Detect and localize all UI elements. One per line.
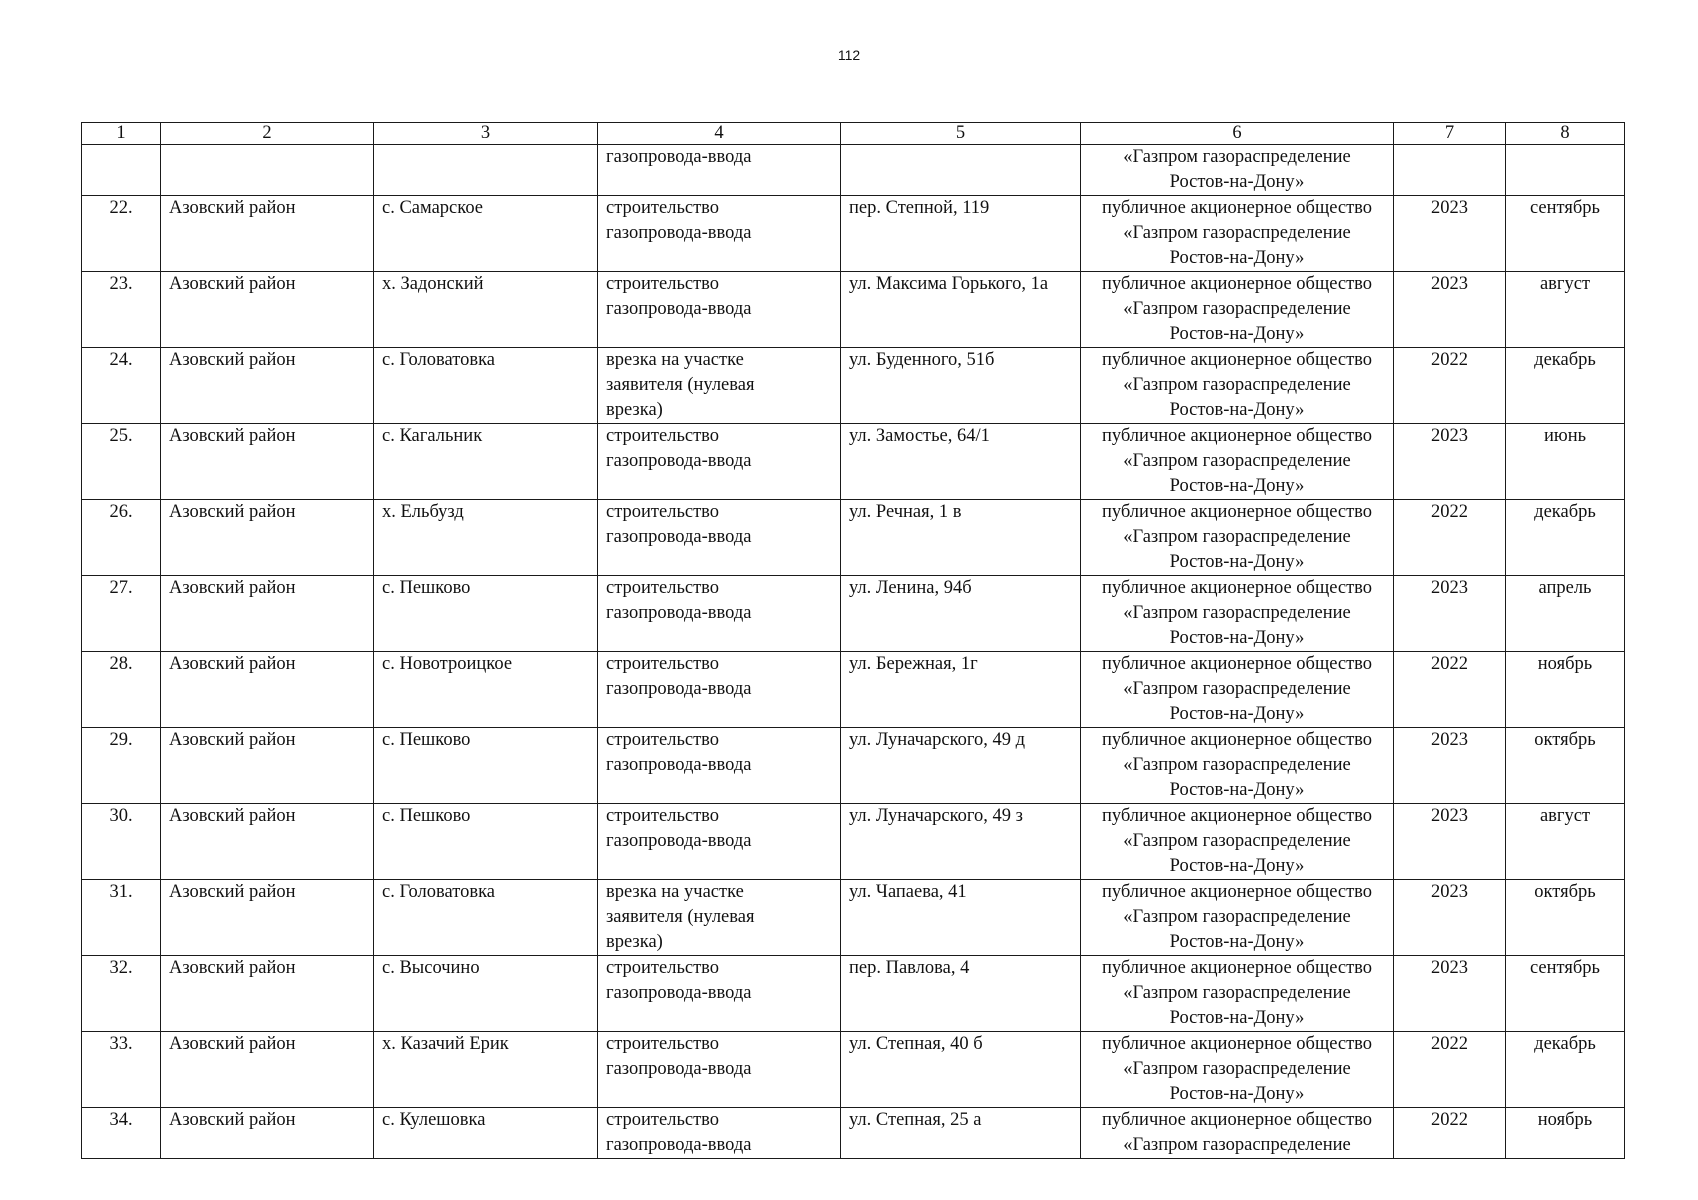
cell-org-line: «Газпром газораспределение [1123, 603, 1351, 623]
cell-org-line: Ростов-на-Дону» [1169, 476, 1305, 496]
cell-number: 29. [82, 728, 161, 804]
cell-org-line: «Газпром газораспределение [1123, 1059, 1351, 1079]
cell-address: пер. Павлова, 4 [841, 956, 1081, 1032]
cell-address [841, 145, 1081, 196]
cell-month: август [1506, 804, 1625, 880]
header-col-1: 1 [82, 123, 161, 145]
cell-work-line: газопровода-ввода [606, 147, 752, 167]
cell-locality: с. Кулешовка [374, 1108, 598, 1159]
cell-org-line: публичное акционерное общество [1101, 274, 1373, 294]
table-row [82, 1108, 1625, 1159]
cell-org-line: Ростов-на-Дону» [1169, 628, 1305, 648]
cell-number: 24. [82, 348, 161, 424]
cell-work-line: врезка) [606, 932, 663, 952]
cell-district: Азовский район [161, 348, 374, 424]
cell-work-line: газопровода-ввода [606, 299, 752, 319]
cell-number: 30. [82, 804, 161, 880]
cell-work-line: врезка на участке [606, 882, 744, 902]
cell-work [598, 500, 841, 576]
cell-work-line: строительство [606, 578, 720, 598]
cell-org-line: «Газпром газораспределение [1123, 1135, 1351, 1155]
cell-work-line: строительство [606, 730, 720, 750]
cell-work-line: заявителя (нулевая [606, 375, 755, 395]
cell-month: сентябрь [1506, 196, 1625, 272]
cell-district: Азовский район [161, 880, 374, 956]
cell-work [598, 576, 841, 652]
cell-organization [1081, 145, 1394, 196]
cell-month: сентябрь [1506, 956, 1625, 1032]
cell-org-line: «Газпром газораспределение [1123, 907, 1351, 927]
cell-number: 22. [82, 196, 161, 272]
cell-work [598, 348, 841, 424]
cell-address: ул. Степная, 40 б [841, 1032, 1081, 1108]
cell-address: ул. Буденного, 51б [841, 348, 1081, 424]
table-row [82, 576, 1625, 652]
cell-work-line: газопровода-ввода [606, 451, 752, 471]
cell-address: ул. Замостье, 64/1 [841, 424, 1081, 500]
cell-locality: с. Пешково [374, 576, 598, 652]
cell-work-line: строительство [606, 1110, 720, 1130]
cell-address: ул. Ленина, 94б [841, 576, 1081, 652]
continuation-row [82, 145, 1625, 196]
cell-address: ул. Степная, 25 а [841, 1108, 1081, 1159]
cell-organization [1081, 880, 1394, 956]
cell-number: 27. [82, 576, 161, 652]
cell-address: ул. Луначарского, 49 з [841, 804, 1081, 880]
header-col-7: 7 [1394, 123, 1506, 145]
cell-organization [1081, 1032, 1394, 1108]
cell-year: 2023 [1394, 272, 1506, 348]
cell-month: декабрь [1506, 1032, 1625, 1108]
cell-district: Азовский район [161, 576, 374, 652]
cell-work-line: строительство [606, 806, 720, 826]
cell-organization [1081, 728, 1394, 804]
cell-district: Азовский район [161, 652, 374, 728]
cell-district: Азовский район [161, 272, 374, 348]
cell-work-line: строительство [606, 654, 720, 674]
cell-organization [1081, 500, 1394, 576]
cell-month: октябрь [1506, 728, 1625, 804]
cell-org-line: «Газпром газораспределение [1123, 755, 1351, 775]
cell-district: Азовский район [161, 728, 374, 804]
cell-locality: с. Пешково [374, 804, 598, 880]
cell-org-line: Ростов-на-Дону» [1169, 932, 1305, 952]
cell-month: июнь [1506, 424, 1625, 500]
cell-year: 2022 [1394, 1108, 1506, 1159]
table-row [82, 500, 1625, 576]
cell-year: 2023 [1394, 880, 1506, 956]
cell-district [161, 145, 374, 196]
cell-org-line: публичное акционерное общество [1101, 426, 1373, 446]
table-row [82, 652, 1625, 728]
cell-org-line: Ростов-на-Дону» [1169, 324, 1305, 344]
cell-org-line: публичное акционерное общество [1101, 730, 1373, 750]
header-row [82, 123, 1625, 145]
cell-org-line: публичное акционерное общество [1101, 882, 1373, 902]
cell-org-line: «Газпром газораспределение [1123, 983, 1351, 1003]
cell-organization [1081, 424, 1394, 500]
cell-locality: с. Высочино [374, 956, 598, 1032]
cell-number: 26. [82, 500, 161, 576]
cell-number: 23. [82, 272, 161, 348]
cell-work-line: строительство [606, 274, 720, 294]
cell-work-line: газопровода-ввода [606, 1135, 752, 1155]
cell-year: 2022 [1394, 652, 1506, 728]
cell-district: Азовский район [161, 500, 374, 576]
cell-organization [1081, 348, 1394, 424]
cell-locality [374, 145, 598, 196]
cell-locality: с. Кагальник [374, 424, 598, 500]
cell-org-line: «Газпром газораспределение [1123, 527, 1351, 547]
cell-org-line: «Газпром газораспределение [1123, 831, 1351, 851]
cell-org-line: «Газпром газораспределение [1123, 375, 1351, 395]
cell-org-line: публичное акционерное общество [1101, 958, 1373, 978]
cell-org-line: публичное акционерное общество [1101, 654, 1373, 674]
cell-work-line: заявителя (нулевая [606, 907, 755, 927]
cell-work-line: газопровода-ввода [606, 755, 752, 775]
cell-organization [1081, 576, 1394, 652]
cell-org-line: Ростов-на-Дону» [1169, 172, 1305, 192]
cell-year: 2022 [1394, 500, 1506, 576]
cell-month: ноябрь [1506, 1108, 1625, 1159]
cell-work [598, 652, 841, 728]
cell-org-line: Ростов-на-Дону» [1169, 780, 1305, 800]
cell-org-line: «Газпром газораспределение [1123, 147, 1351, 167]
cell-org-line: Ростов-на-Дону» [1169, 400, 1305, 420]
cell-locality: с. Самарское [374, 196, 598, 272]
header-col-6: 6 [1081, 123, 1394, 145]
cell-year: 2023 [1394, 424, 1506, 500]
cell-org-line: Ростов-на-Дону» [1169, 1008, 1305, 1028]
cell-org-line: «Газпром газораспределение [1123, 679, 1351, 699]
cell-year: 2023 [1394, 728, 1506, 804]
header-col-2: 2 [161, 123, 374, 145]
cell-locality: х. Казачий Ерик [374, 1032, 598, 1108]
table-row [82, 348, 1625, 424]
cell-number [82, 145, 161, 196]
cell-work [598, 880, 841, 956]
cell-address: ул. Максима Горького, 1а [841, 272, 1081, 348]
cell-year: 2022 [1394, 1032, 1506, 1108]
cell-org-line: публичное акционерное общество [1101, 1110, 1373, 1130]
cell-organization [1081, 1108, 1394, 1159]
cell-org-line: публичное акционерное общество [1101, 502, 1373, 522]
cell-locality: с. Пешково [374, 728, 598, 804]
cell-month: декабрь [1506, 348, 1625, 424]
cell-organization [1081, 272, 1394, 348]
cell-org-line: «Газпром газораспределение [1123, 451, 1351, 471]
cell-work-line: газопровода-ввода [606, 1059, 752, 1079]
cell-org-line: публичное акционерное общество [1101, 350, 1373, 370]
cell-work-line: газопровода-ввода [606, 527, 752, 547]
cell-district: Азовский район [161, 1108, 374, 1159]
gas-connection-table [81, 122, 1625, 1159]
cell-address: ул. Бережная, 1г [841, 652, 1081, 728]
cell-work-line: газопровода-ввода [606, 603, 752, 623]
cell-month [1506, 145, 1625, 196]
cell-year: 2022 [1394, 348, 1506, 424]
cell-org-line: публичное акционерное общество [1101, 1034, 1373, 1054]
cell-work [598, 424, 841, 500]
cell-district: Азовский район [161, 956, 374, 1032]
cell-work-line: газопровода-ввода [606, 223, 752, 243]
cell-locality: с. Головатовка [374, 348, 598, 424]
cell-organization [1081, 956, 1394, 1032]
cell-work [598, 1108, 841, 1159]
cell-work [598, 272, 841, 348]
header-col-3: 3 [374, 123, 598, 145]
cell-org-line: Ростов-на-Дону» [1169, 248, 1305, 268]
cell-number: 32. [82, 956, 161, 1032]
cell-work-line: строительство [606, 426, 720, 446]
cell-district: Азовский район [161, 1032, 374, 1108]
cell-work-line: газопровода-ввода [606, 831, 752, 851]
cell-organization [1081, 652, 1394, 728]
cell-work-line: строительство [606, 198, 720, 218]
cell-work-line: строительство [606, 958, 720, 978]
cell-month: август [1506, 272, 1625, 348]
cell-org-line: публичное акционерное общество [1101, 578, 1373, 598]
cell-work [598, 956, 841, 1032]
cell-address: ул. Чапаева, 41 [841, 880, 1081, 956]
cell-month: апрель [1506, 576, 1625, 652]
cell-org-line: Ростов-на-Дону» [1169, 856, 1305, 876]
cell-work-line: строительство [606, 1034, 720, 1054]
cell-district: Азовский район [161, 804, 374, 880]
header-col-4: 4 [598, 123, 841, 145]
cell-work [598, 196, 841, 272]
cell-year: 2023 [1394, 956, 1506, 1032]
table-row [82, 272, 1625, 348]
cell-number: 25. [82, 424, 161, 500]
cell-org-line: публичное акционерное общество [1101, 198, 1373, 218]
cell-year: 2023 [1394, 196, 1506, 272]
cell-org-line: публичное акционерное общество [1101, 806, 1373, 826]
cell-month: ноябрь [1506, 652, 1625, 728]
table-row [82, 956, 1625, 1032]
cell-locality: с. Новотроицкое [374, 652, 598, 728]
cell-month: декабрь [1506, 500, 1625, 576]
cell-number: 31. [82, 880, 161, 956]
cell-year: 2023 [1394, 576, 1506, 652]
cell-month: октябрь [1506, 880, 1625, 956]
cell-work-line: врезка) [606, 400, 663, 420]
header-col-8: 8 [1506, 123, 1625, 145]
cell-organization [1081, 196, 1394, 272]
cell-locality: х. Задонский [374, 272, 598, 348]
cell-org-line: «Газпром газораспределение [1123, 223, 1351, 243]
cell-work-line: газопровода-ввода [606, 983, 752, 1003]
table-row [82, 424, 1625, 500]
page-number: 112 [837, 47, 861, 63]
cell-district: Азовский район [161, 196, 374, 272]
header-col-5: 5 [841, 123, 1081, 145]
cell-org-line: Ростов-на-Дону» [1169, 552, 1305, 572]
cell-address: ул. Луначарского, 49 д [841, 728, 1081, 804]
table-row [82, 1032, 1625, 1108]
cell-year [1394, 145, 1506, 196]
cell-org-line: Ростов-на-Дону» [1169, 1084, 1305, 1104]
cell-address: ул. Речная, 1 в [841, 500, 1081, 576]
cell-locality: х. Ельбузд [374, 500, 598, 576]
cell-year: 2023 [1394, 804, 1506, 880]
cell-work [598, 728, 841, 804]
cell-district: Азовский район [161, 424, 374, 500]
cell-org-line: Ростов-на-Дону» [1169, 704, 1305, 724]
cell-org-line: «Газпром газораспределение [1123, 299, 1351, 319]
cell-work [598, 804, 841, 880]
cell-address: пер. Степной, 119 [841, 196, 1081, 272]
table-row [82, 880, 1625, 956]
cell-number: 33. [82, 1032, 161, 1108]
table-row [82, 728, 1625, 804]
cell-locality: с. Головатовка [374, 880, 598, 956]
cell-work-line: строительство [606, 502, 720, 522]
table-row [82, 804, 1625, 880]
cell-work [598, 145, 841, 196]
table-row [82, 196, 1625, 272]
cell-number: 28. [82, 652, 161, 728]
cell-work-line: газопровода-ввода [606, 679, 752, 699]
cell-number: 34. [82, 1108, 161, 1159]
cell-work [598, 1032, 841, 1108]
cell-organization [1081, 804, 1394, 880]
cell-work-line: врезка на участке [606, 350, 744, 370]
